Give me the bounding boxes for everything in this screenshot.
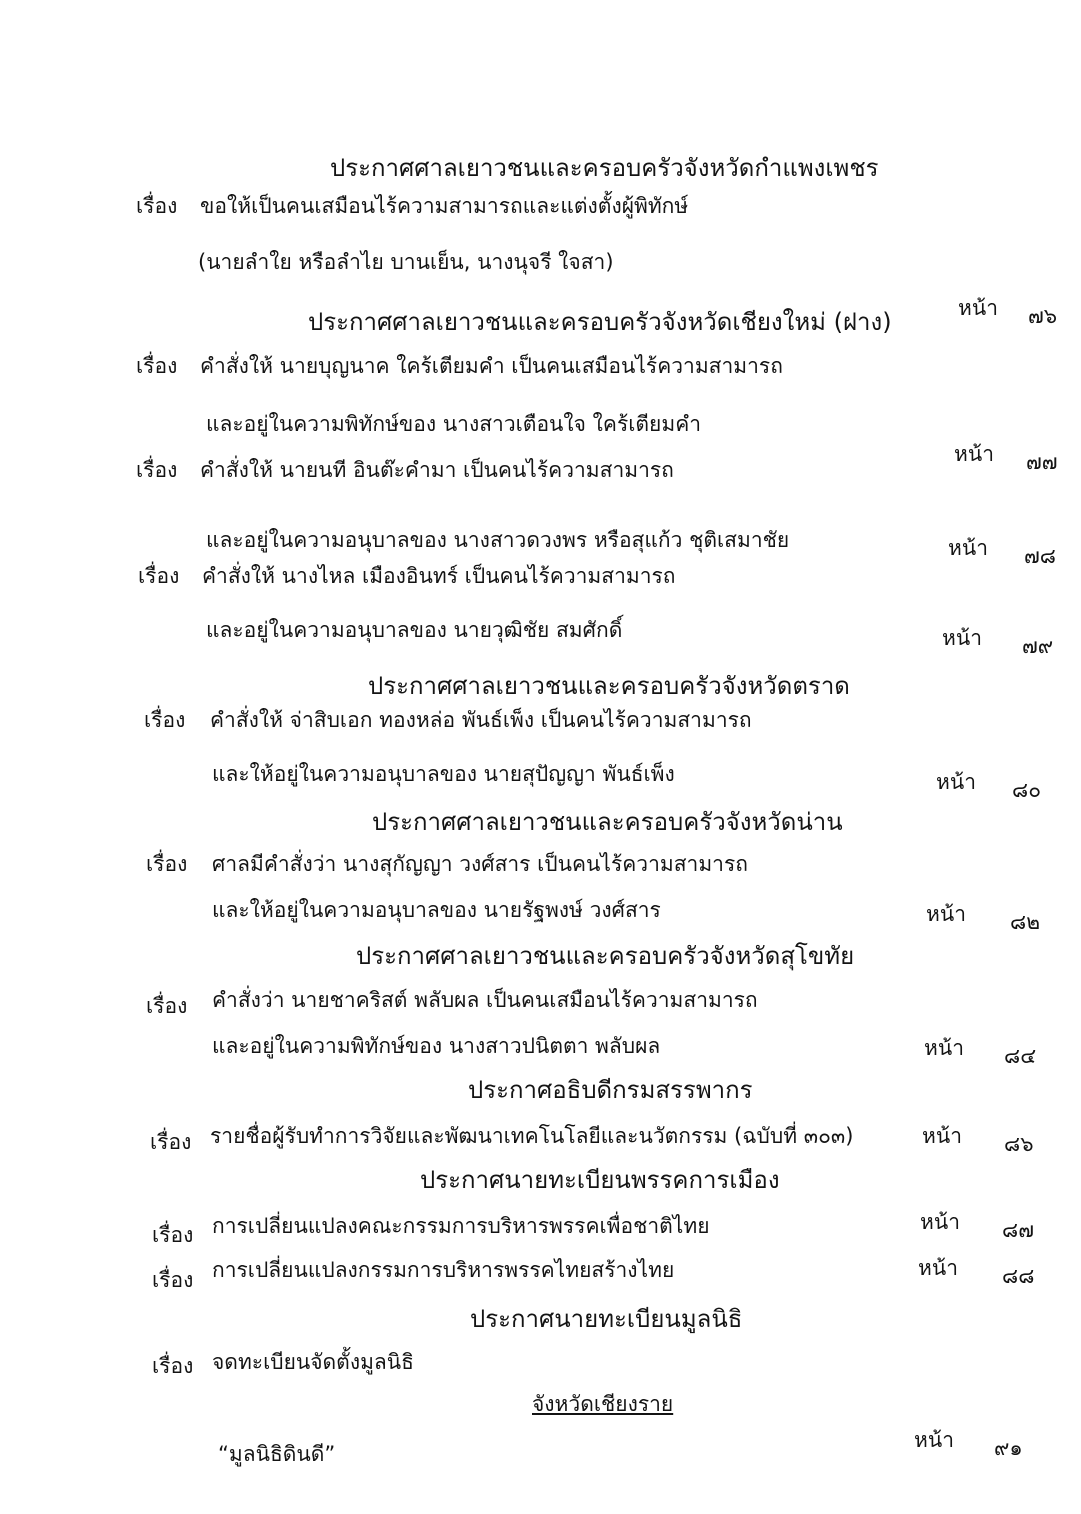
subject-label: เรื่อง: [152, 1223, 194, 1247]
page-number: ๗๙: [1022, 634, 1054, 658]
entry-line: จดทะเบียนจัดตั้งมูลนิธิ: [212, 1350, 414, 1374]
entry-line: คำสั่งให้ จ่าสิบเอก ทองหล่อ พันธ์เพ็ง เป็นคนไร้ความสามารถ: [210, 708, 752, 732]
entry-line: (นายลำใย หรือลำไย บานเย็น, นางนุจรี ใจสา): [198, 250, 614, 274]
page-number: ๗๘: [1024, 544, 1056, 568]
page-number: ๘๔: [1004, 1044, 1037, 1068]
page-label: หน้า: [914, 1428, 954, 1452]
subject-label: เรื่อง: [146, 994, 188, 1018]
entry-line: รายชื่อผู้รับทำการวิจัยและพัฒนาเทคโนโลยีและนวัตกรรม (ฉบับที่ ๓๐๓): [210, 1124, 854, 1148]
section-heading: ประกาศศาลเยาวชนและครอบครัวจังหวัดเชียงใหม่ (ฝาง): [308, 308, 892, 336]
page-label: หน้า: [926, 902, 966, 926]
subject-label: เรื่อง: [152, 1268, 194, 1292]
page-label: หน้า: [958, 296, 998, 320]
subject-label: เรื่อง: [144, 708, 186, 732]
section-heading: ประกาศนายทะเบียนมูลนิธิ: [470, 1305, 743, 1333]
entry-line: และอยู่ในความพิทักษ์ของ นางสาวเตือนใจ ใคร้เตียมคำ: [206, 412, 702, 436]
subject-label: เรื่อง: [136, 354, 178, 378]
page-label: หน้า: [942, 626, 982, 650]
page-number: ๗๖: [1028, 304, 1058, 328]
page-label: หน้า: [918, 1256, 958, 1280]
page-number: ๘๐: [1012, 778, 1042, 802]
entry-line: และอยู่ในความพิทักษ์ของ นางสาวปนิตตา พลับผล: [212, 1034, 661, 1058]
entry-line: การเปลี่ยนแปลงกรรมการบริหารพรรคไทยสร้างไทย: [212, 1258, 675, 1282]
entry-line: และให้อยู่ในความอนุบาลของ นายรัฐพงษ์ วงศ์สาร: [212, 898, 661, 922]
entry-line: และอยู่ในความอนุบาลของ นายวุฒิชัย สมศักดิ์: [206, 618, 623, 642]
foundation-name: “มูลนิธิดินดี”: [218, 1442, 336, 1466]
entry-line: ขอให้เป็นคนเสมือนไร้ความสามารถและแต่งตั้งผู้พิทักษ์: [200, 194, 689, 218]
page-number: ๗๗: [1026, 450, 1058, 474]
subject-label: เรื่อง: [152, 1354, 194, 1378]
subject-label: เรื่อง: [150, 1130, 192, 1154]
entry-line: และให้อยู่ในความอนุบาลของ นายสุปัญญา พันธ์เพ็ง: [212, 762, 675, 786]
page-number: ๘๒: [1010, 910, 1041, 934]
entry-line: คำสั่งให้ นายนที อินต๊ะคำมา เป็นคนไร้ความสามารถ: [200, 458, 674, 482]
section-heading: ประกาศนายทะเบียนพรรคการเมือง: [420, 1166, 780, 1194]
entry-line: และอยู่ในความอนุบาลของ นางสาวดวงพร หรือสุแก้ว ชุติเสมาชัย: [206, 528, 790, 552]
page-label: หน้า: [954, 442, 994, 466]
subject-label: เรื่อง: [138, 564, 180, 588]
subject-label: เรื่อง: [136, 458, 178, 482]
page-label: หน้า: [920, 1210, 960, 1234]
section-heading: ประกาศศาลเยาวชนและครอบครัวจังหวัดกำแพงเพชร: [330, 154, 879, 182]
page-number: ๙๑: [994, 1436, 1023, 1460]
section-heading: ประกาศอธิบดีกรมสรรพากร: [468, 1076, 753, 1104]
section-heading: ประกาศศาลเยาวชนและครอบครัวจังหวัดน่าน: [372, 808, 843, 836]
province-label: จังหวัดเชียงราย: [532, 1392, 674, 1416]
page-label: หน้า: [922, 1124, 962, 1148]
entry-line: คำสั่งว่า นายชาคริสต์ พลับผล เป็นคนเสมือนไร้ความสามารถ: [212, 988, 758, 1012]
section-heading: ประกาศศาลเยาวชนและครอบครัวจังหวัดสุโขทัย: [356, 942, 855, 970]
entry-line: คำสั่งให้ นายบุญนาค ใคร้เตียมคำ เป็นคนเสมือนไร้ความสามารถ: [200, 354, 783, 378]
page-number: ๘๖: [1004, 1132, 1034, 1156]
page-number: ๘๗: [1002, 1218, 1034, 1242]
page-label: หน้า: [936, 770, 976, 794]
page-label: หน้า: [948, 536, 988, 560]
subject-label: เรื่อง: [146, 852, 188, 876]
page-label: หน้า: [924, 1036, 964, 1060]
subject-label: เรื่อง: [136, 194, 178, 218]
page-number: ๘๘: [1002, 1264, 1035, 1288]
entry-line: คำสั่งให้ นางไหล เมืองอินทร์ เป็นคนไร้ความสามารถ: [202, 564, 676, 588]
section-heading: ประกาศศาลเยาวชนและครอบครัวจังหวัดตราด: [368, 672, 850, 700]
entry-line: การเปลี่ยนแปลงคณะกรรมการบริหารพรรคเพื่อชาติไทย: [212, 1214, 710, 1238]
entry-line: ศาลมีคำสั่งว่า นางสุกัญญา วงศ์สาร เป็นคนไร้ความสามารถ: [212, 852, 748, 876]
